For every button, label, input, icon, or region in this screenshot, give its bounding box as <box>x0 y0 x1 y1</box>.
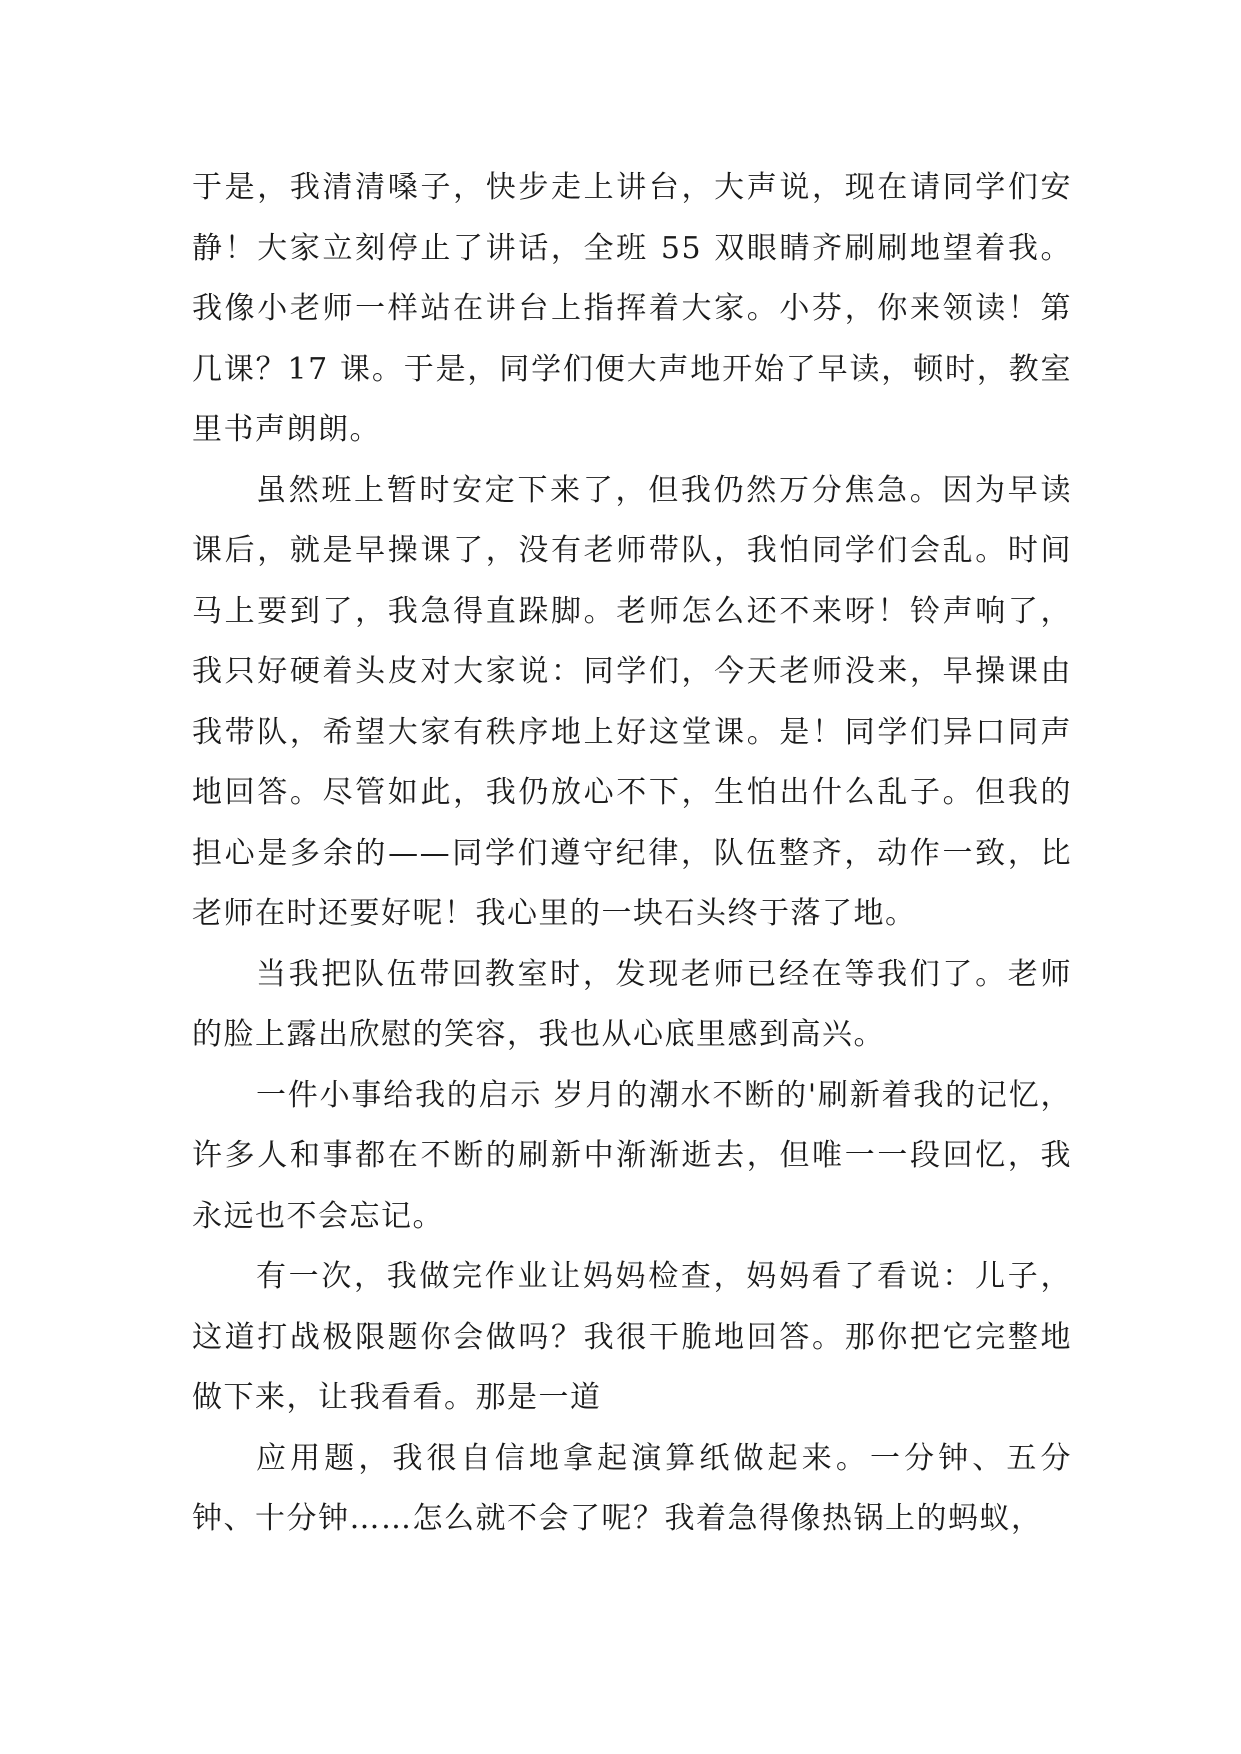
paragraph-4: 一件小事给我的启示 岁月的潮水不断的'刷新着我的记忆，许多人和事都在不断的刷新中渐渐逝去，但唯一一段回忆，我永远也不会忘记。 <box>192 1077 1072 1234</box>
paragraph-6: 应用题，我很自信地拿起演算纸做起来。一分钟、五分钟、十分钟……怎么就不会了呢？我着急得像热锅上的蚂蚁， <box>192 1440 1072 1536</box>
body-text <box>192 158 1072 1550</box>
paragraph-3: 当我把队伍带回教室时，发现老师已经在等我们了。老师的脸上露出欣慰的笑容，我也从心底里感到高兴。 <box>192 956 1072 1052</box>
paragraph-2: 虽然班上暂时安定下来了，但我仍然万分焦急。因为早读课后，就是早操课了，没有老师带队，我怕同学们会乱。时间马上要到了，我急得直跺脚。老师怎么还不来呀！铃声响了，我只好硬着头皮对大家说：同学们，今天老师没来，早操课由我带队，希望大家有秩序地上好这堂课。是！同学们异口同声地回答。尽管如此，我仍放心不下，生怕出什么乱子。但我的担心是多余的——同学们遵守纪律，队伍整齐，动作一致，比老师在时还要好呢！我心里的一块石头终于落了地。 <box>192 472 1072 931</box>
paragraph-5: 有一次，我做完作业让妈妈检查，妈妈看了看说：儿子，这道打战极限题你会做吗？我很干脆地回答。那你把它完整地做下来，让我看看。那是一道 <box>192 1259 1072 1415</box>
paragraph-1: 于是，我清清嗓子，快步走上讲台，大声说，现在请同学们安静！大家立刻停止了讲话，全班 55 双眼睛齐刷刷地望着我。我像小老师一样站在讲台上指挥着大家。小芬，你来领读！第几课？17 课。于是，同学们便大声地开始了早读，顿时，教室里书声朗朗。 <box>192 170 1072 447</box>
